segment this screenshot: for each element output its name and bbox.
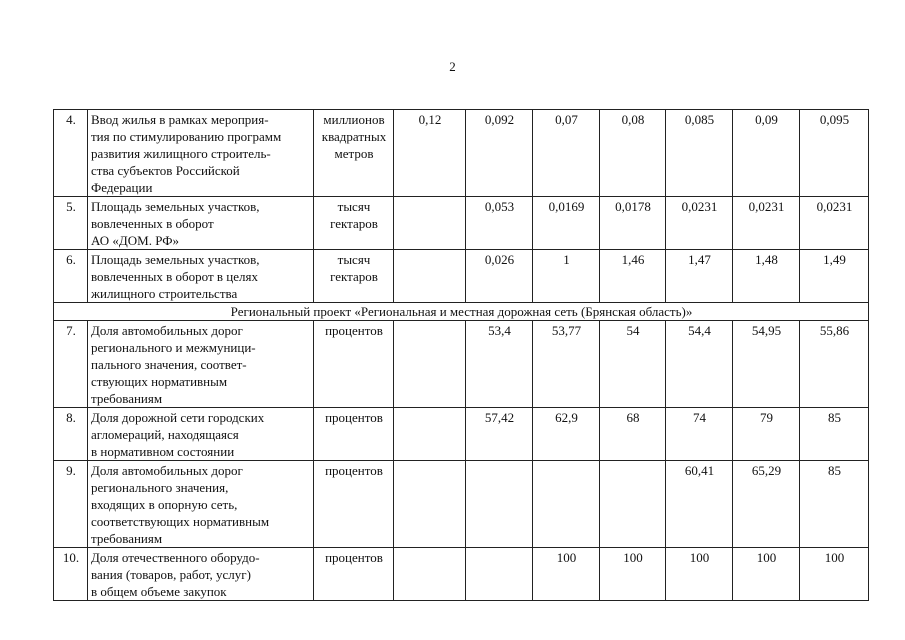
indicator-table xyxy=(53,109,869,601)
indicator-name xyxy=(88,408,314,461)
unit-line: процентов xyxy=(325,323,383,338)
value-cell: 0,026 xyxy=(466,250,533,303)
value-cell: 100 xyxy=(533,548,600,601)
unit-of-measure xyxy=(314,250,394,303)
unit-of-measure xyxy=(314,197,394,250)
unit-line: гектаров xyxy=(330,216,378,231)
unit-of-measure xyxy=(314,408,394,461)
value-cell: 54,4 xyxy=(666,321,733,408)
indicator-name xyxy=(88,461,314,548)
unit-of-measure xyxy=(314,110,394,197)
table-row xyxy=(54,250,869,303)
indicator-name-line: регионального значения, xyxy=(91,480,229,495)
section-header-row xyxy=(54,303,869,321)
unit-line: миллионов xyxy=(323,112,385,127)
indicator-name-line: Доля отечественного оборудо- xyxy=(91,550,260,565)
value-cell: 0,0178 xyxy=(600,197,666,250)
table-row xyxy=(54,408,869,461)
unit-of-measure xyxy=(314,461,394,548)
indicator-name-line: вовлеченных в оборот в целях xyxy=(91,269,259,284)
section-title: Региональный проект «Региональная и местная дорожная сеть (Брянская область)» xyxy=(54,303,869,321)
indicator-name-line: тия по стимулированию программ xyxy=(91,129,282,144)
table-row xyxy=(54,110,869,197)
value-cell: 62,9 xyxy=(533,408,600,461)
table-row xyxy=(54,548,869,601)
indicator-name-line: требованиям xyxy=(91,391,163,406)
indicator-name-line: АО «ДОМ. РФ» xyxy=(91,233,179,248)
page-number: 2 xyxy=(449,59,456,74)
value-cell: 54 xyxy=(600,321,666,408)
indicator-name-line: в нормативном состоянии xyxy=(91,444,235,459)
value-cell xyxy=(394,548,466,601)
indicator-name-line: соответствующих нормативным xyxy=(91,514,270,529)
indicator-name xyxy=(88,197,314,250)
value-cell: 79 xyxy=(733,408,800,461)
indicator-name-line: ствующих нормативным xyxy=(91,374,228,389)
value-cell: 74 xyxy=(666,408,733,461)
value-cell xyxy=(466,548,533,601)
value-cell xyxy=(394,461,466,548)
table-row xyxy=(54,321,869,408)
unit-line: процентов xyxy=(325,463,383,478)
indicator-name-line: входящих в опорную сеть, xyxy=(91,497,238,512)
indicator-name-line: Доля дорожной сети городских xyxy=(91,410,265,425)
indicator-name-line: Доля автомобильных дорог xyxy=(91,323,243,338)
table-row xyxy=(54,197,869,250)
value-cell: 1,48 xyxy=(733,250,800,303)
indicator-name xyxy=(88,548,314,601)
value-cell: 1,47 xyxy=(666,250,733,303)
unit-line: процентов xyxy=(325,410,383,425)
row-number: 4. xyxy=(54,110,88,197)
indicator-name-line: Площадь земельных участков, xyxy=(91,199,260,214)
value-cell xyxy=(394,197,466,250)
indicator-name-line: жилищного строительства xyxy=(91,286,238,301)
indicator-name xyxy=(88,321,314,408)
row-number: 5. xyxy=(54,197,88,250)
value-cell: 0,08 xyxy=(600,110,666,197)
row-number: 7. xyxy=(54,321,88,408)
value-cell: 0,07 xyxy=(533,110,600,197)
value-cell: 0,0231 xyxy=(666,197,733,250)
value-cell: 0,085 xyxy=(666,110,733,197)
indicator-table-body xyxy=(54,110,869,601)
indicator-name xyxy=(88,250,314,303)
indicator-name xyxy=(88,110,314,197)
value-cell xyxy=(533,461,600,548)
indicator-name-line: регионального и межмуници- xyxy=(91,340,256,355)
indicator-name-line: агломераций, находящаяся xyxy=(91,427,239,442)
indicator-name-line: вовлеченных в оборот xyxy=(91,216,214,231)
value-cell: 53,4 xyxy=(466,321,533,408)
indicator-name-line: пального значения, соответ- xyxy=(91,357,247,372)
indicator-name-line: развития жилищного строитель- xyxy=(91,146,271,161)
indicator-name-line: ства субъектов Российской xyxy=(91,163,240,178)
value-cell: 85 xyxy=(800,408,869,461)
row-number: 8. xyxy=(54,408,88,461)
unit-line: тысяч xyxy=(337,252,371,267)
value-cell: 1,49 xyxy=(800,250,869,303)
value-cell: 85 xyxy=(800,461,869,548)
unit-of-measure xyxy=(314,548,394,601)
unit-of-measure xyxy=(314,321,394,408)
value-cell: 0,09 xyxy=(733,110,800,197)
value-cell xyxy=(394,408,466,461)
unit-line: метров xyxy=(334,146,374,161)
value-cell: 55,86 xyxy=(800,321,869,408)
value-cell: 0,095 xyxy=(800,110,869,197)
value-cell: 57,42 xyxy=(466,408,533,461)
unit-line: процентов xyxy=(325,550,383,565)
value-cell: 0,0169 xyxy=(533,197,600,250)
value-cell: 0,053 xyxy=(466,197,533,250)
indicator-name-line: в общем объеме закупок xyxy=(91,584,227,599)
value-cell: 100 xyxy=(800,548,869,601)
value-cell: 0,092 xyxy=(466,110,533,197)
indicator-name-line: Федерации xyxy=(91,180,153,195)
value-cell: 0,0231 xyxy=(800,197,869,250)
value-cell xyxy=(466,461,533,548)
indicator-name-line: Доля автомобильных дорог xyxy=(91,463,243,478)
row-number: 9. xyxy=(54,461,88,548)
value-cell: 0,12 xyxy=(394,110,466,197)
unit-line: гектаров xyxy=(330,269,378,284)
indicator-name-line: требованиям xyxy=(91,531,163,546)
unit-line: квадратных xyxy=(321,129,387,144)
indicator-name-line: Площадь земельных участков, xyxy=(91,252,260,267)
value-cell: 68 xyxy=(600,408,666,461)
table-row xyxy=(54,461,869,548)
value-cell xyxy=(600,461,666,548)
row-number: 6. xyxy=(54,250,88,303)
value-cell: 54,95 xyxy=(733,321,800,408)
value-cell: 60,41 xyxy=(666,461,733,548)
value-cell xyxy=(394,250,466,303)
value-cell: 100 xyxy=(733,548,800,601)
value-cell: 100 xyxy=(600,548,666,601)
value-cell: 1,46 xyxy=(600,250,666,303)
value-cell: 0,0231 xyxy=(733,197,800,250)
value-cell: 1 xyxy=(533,250,600,303)
indicator-name-line: Ввод жилья в рамках мероприя- xyxy=(91,112,269,127)
value-cell: 53,77 xyxy=(533,321,600,408)
row-number: 10. xyxy=(54,548,88,601)
value-cell: 100 xyxy=(666,548,733,601)
value-cell: 65,29 xyxy=(733,461,800,548)
unit-line: тысяч xyxy=(337,199,371,214)
value-cell xyxy=(394,321,466,408)
indicator-name-line: вания (товаров, работ, услуг) xyxy=(91,567,251,582)
